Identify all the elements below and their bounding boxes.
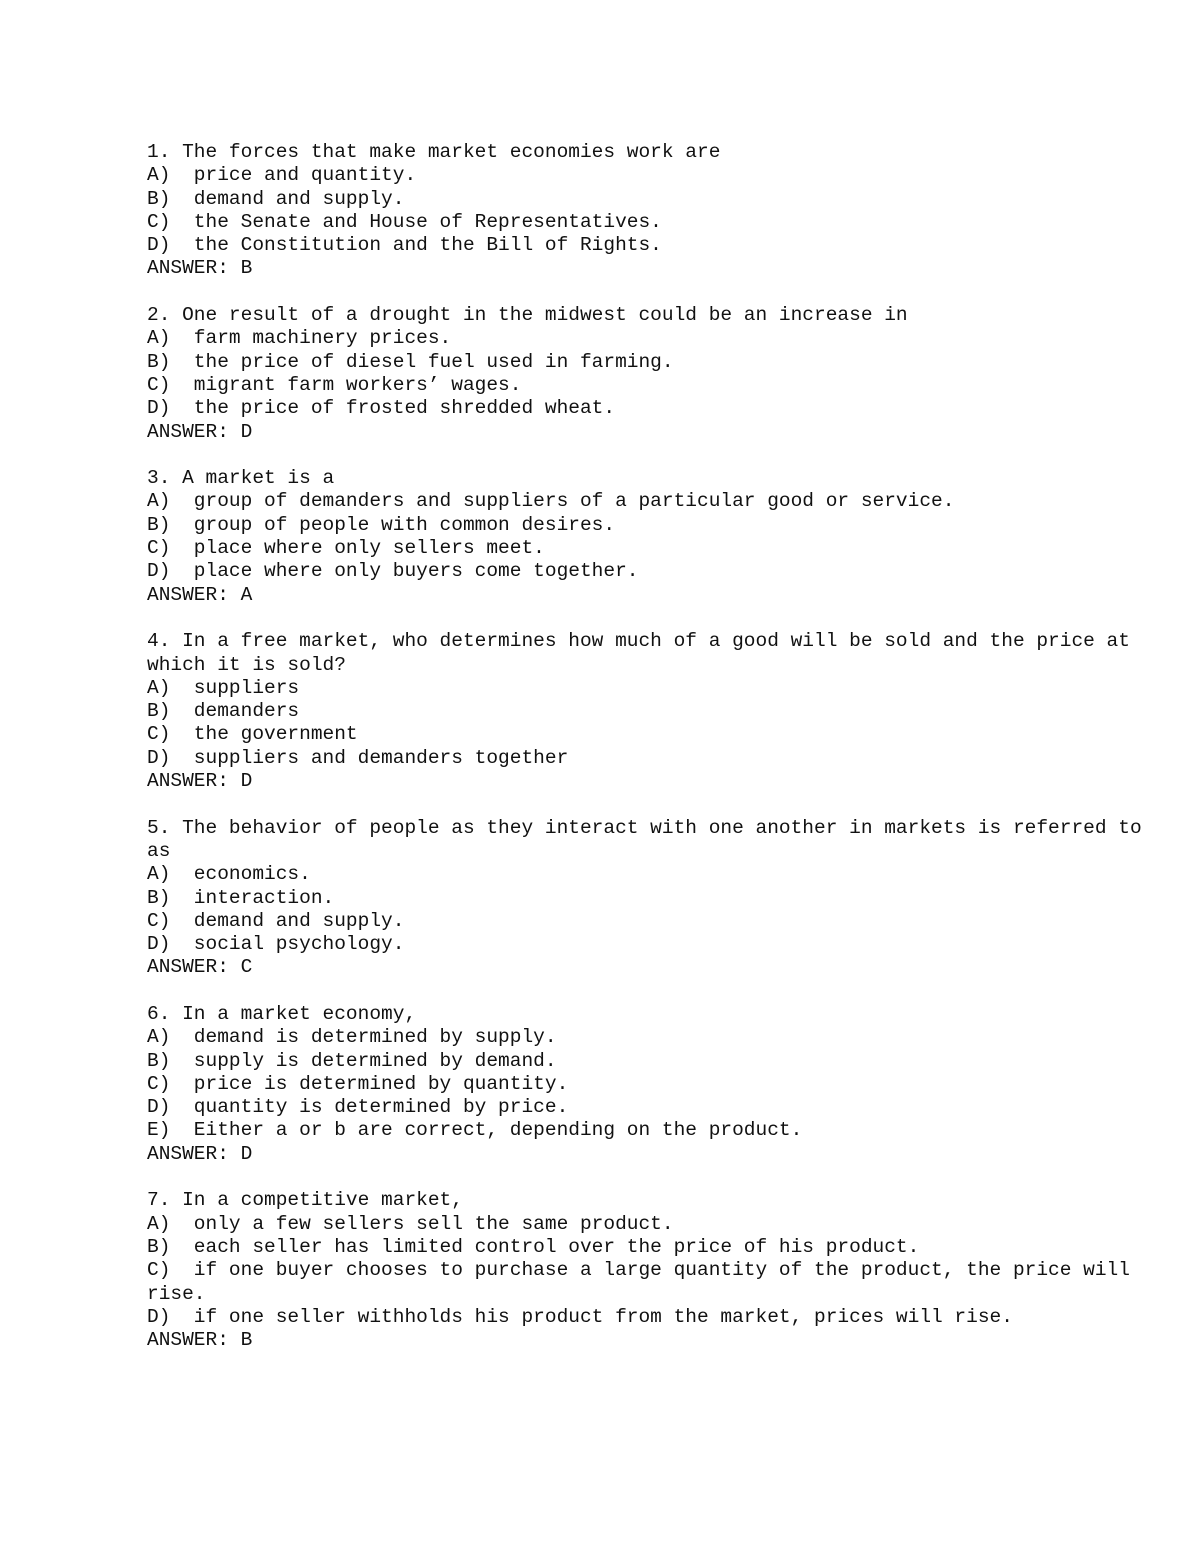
choice-b: B) demanders: [147, 700, 300, 723]
answer-line: ANSWER: B: [147, 1329, 253, 1352]
choice-d: D) social psychology.: [147, 933, 405, 956]
answer-line: ANSWER: D: [147, 420, 253, 443]
choice-c: C) the government: [147, 723, 358, 746]
choice-c: C) if one buyer chooses to purchase a large quantity of the product, the price will rise.: [147, 1259, 1142, 1305]
choice-c: C) the Senate and House of Representatives.: [147, 210, 662, 233]
choice-a: A) group of demanders and suppliers of a particular good or service.: [147, 490, 955, 513]
question-stem: 2. One result of a drought in the midwest could be an increase in: [147, 304, 908, 327]
question-5: [147, 816, 1154, 980]
choice-a: A) suppliers: [147, 676, 300, 699]
question-stem: 7. In a competitive market,: [147, 1189, 463, 1212]
choice-b: B) supply is determined by demand.: [147, 1049, 557, 1072]
choice-e: E) Either a or b are correct, depending on the product.: [147, 1119, 803, 1142]
choice-c: C) migrant farm workers’ wages.: [147, 373, 522, 396]
answer-line: ANSWER: A: [147, 583, 253, 606]
choice-d: D) quantity is determined by price.: [147, 1096, 569, 1119]
question-stem: 1. The forces that make market economies work are: [147, 141, 721, 163]
answer-line: ANSWER: D: [147, 770, 253, 793]
choice-a: A) demand is determined by supply.: [147, 1026, 557, 1049]
choice-d: D) the Constitution and the Bill of Rights.: [147, 234, 662, 257]
choice-b: B) the price of diesel fuel used in farming.: [147, 350, 674, 373]
choice-a: A) economics.: [147, 863, 311, 886]
choice-a: A) farm machinery prices.: [147, 327, 452, 350]
choice-d: D) suppliers and demanders together: [147, 746, 569, 769]
choice-b: B) each seller has limited control over the price of his product.: [147, 1235, 920, 1258]
choice-b: B) interaction.: [147, 886, 335, 909]
question-stem: 4. In a free market, who determines how much of a good will be sold and the price at which it is sold?: [147, 630, 1142, 676]
question-stem: 5. The behavior of people as they interact with one another in markets is referred to as: [147, 816, 1154, 862]
answer-line: ANSWER: B: [147, 257, 253, 280]
question-3: [147, 467, 1147, 607]
question-6: [147, 1003, 1147, 1166]
choice-d: D) place where only buyers come together.: [147, 560, 639, 583]
choice-a: A) price and quantity.: [147, 164, 417, 187]
choice-b: B) group of people with common desires.: [147, 513, 616, 536]
choice-c: C) demand and supply.: [147, 909, 405, 932]
question-2: [147, 304, 1147, 444]
answer-line: ANSWER: C: [147, 956, 253, 979]
question-stem: 3. A market is a: [147, 467, 335, 490]
question-7: [147, 1189, 1147, 1352]
question-1: [147, 141, 1147, 281]
choice-c: C) place where only sellers meet.: [147, 537, 545, 560]
choice-b: B) demand and supply.: [147, 187, 405, 210]
document-page: [147, 141, 1154, 1376]
choice-c: C) price is determined by quantity.: [147, 1072, 569, 1095]
choice-d: D) the price of frosted shredded wheat.: [147, 397, 616, 420]
question-stem: 6. In a market economy,: [147, 1002, 417, 1025]
choice-d: D) if one seller withholds his product from the market, prices will rise.: [147, 1305, 1013, 1328]
answer-line: ANSWER: D: [147, 1142, 253, 1165]
question-4: [147, 630, 1147, 793]
choice-a: A) only a few sellers sell the same product.: [147, 1212, 674, 1235]
